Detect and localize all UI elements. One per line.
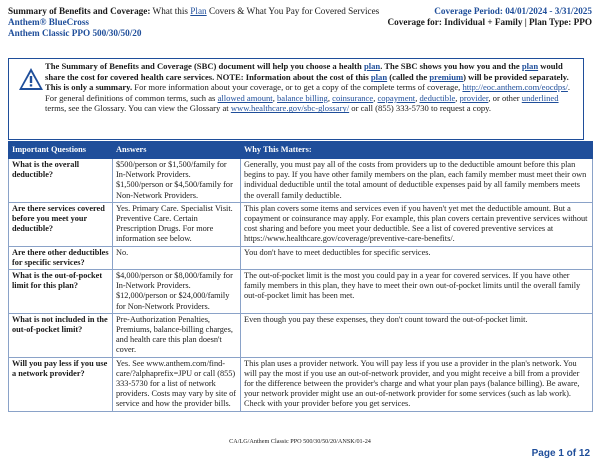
table-row — [9, 270, 593, 314]
table-row — [9, 313, 593, 357]
plan-link[interactable]: plan — [370, 71, 388, 82]
eoc-url-link[interactable]: http://eoc.anthem.com/eocdps/ — [462, 82, 568, 93]
glossary-link[interactable]: coinsurance — [332, 92, 374, 103]
premium-link[interactable]: premium — [429, 71, 464, 82]
glossary-link[interactable]: balance billing — [277, 92, 328, 103]
glossary-url-link[interactable]: www.healthcare.gov/sbc-glossary/ — [230, 103, 350, 114]
why-cell: This plan uses a provider network. You will pay less if you use a provider in the plan's network. You will pay the most if you use an out-of-network provider, and you might receive a bill from a provider for the difference between the provider's charge and what your plan pays (balance billing). Be aware, your network provider might use an out-of-network provider for some services (such as lab work). Check with your provider before you get services. — [241, 357, 593, 411]
answer-cell: No. — [113, 246, 241, 269]
table-row — [9, 159, 593, 203]
header-important-questions: Important Questions — [9, 142, 113, 159]
plan-name: Anthem Classic PPO 500/30/50/20 — [8, 28, 142, 38]
answer-cell: Yes. See www.anthem.com/find-care/?alphaprefix=JPU or call (855) 333-5730 for a list of network providers. Costs may vary by site of service and how the provider bills. — [113, 357, 241, 411]
answer-cell: $500/person or $1,500/family for In-Network Providers. $1,500/person or $4,500/family for Non-Network Providers. — [113, 159, 241, 203]
question-cell: Are there services covered before you meet your deductible? — [9, 202, 113, 246]
answer-cell: Yes. Primary Care. Specialist Visit. Preventive Care. Certain Prescription Drugs. For more information see below. — [113, 202, 241, 246]
notice-text: The Summary of Benefits and Coverage (SBC) document will help you choose a health plan. The SBC shows you how you and the plan would share the cost for covered health care services. NOTE: Information about the cost of this plan (called the premium) will be provided separately. This is only a summary. For more information about your coverage, or to get a copy of the complete terms of coverage, http://eoc.anthem.com/eocdps/. For general definitions of common terms, such as allowed amount, balance billing, coinsurance, copayment, deductible, provider, or other underlined terms, see the Glossary. You can view the Glossary at www.healthcare.gov/sbc-glossary/ or call (855) 333-5730 to request a copy. — [45, 61, 571, 114]
question-cell: What is not included in the out-of-pocket limit? — [9, 313, 113, 357]
coverage-info — [388, 6, 592, 28]
header-answers: Answers — [113, 142, 241, 159]
company-name: Anthem® BlueCross — [8, 17, 89, 27]
why-cell: The out-of-pocket limit is the most you could pay in a year for covered services. If you have other family members in this plan, they have to meet their own out-of-pocket limits until the overall family out-of-pocket limit has been met. — [241, 270, 593, 314]
table-row — [9, 246, 593, 269]
why-cell: You don't have to meet deductibles for specific services. — [241, 246, 593, 269]
glossary-link[interactable]: provider — [459, 92, 489, 103]
table-row — [9, 202, 593, 246]
coverage-for: Coverage for: Individual + Family | Plan Type: PPO — [387, 17, 592, 27]
warning-icon — [18, 67, 44, 91]
glossary-link[interactable]: deductible — [419, 92, 456, 103]
important-questions-table — [8, 141, 593, 412]
plan-link[interactable]: plan — [521, 61, 539, 71]
sbc-notice-box — [8, 58, 584, 140]
glossary-link[interactable]: underlined — [521, 92, 559, 103]
document-code: CA/LG/Anthem Classic PPO 500/30/50/20/ANSK/01-24 — [229, 438, 371, 445]
answer-cell: Pre-Authorization Penalties, Premiums, balance-billing charges, and health care this plan doesn't cover. — [113, 313, 241, 357]
question-cell: What is the overall deductible? — [9, 159, 113, 203]
table-row — [9, 357, 593, 411]
plan-link[interactable]: plan — [363, 61, 381, 71]
question-cell: What is the out-of-pocket limit for this plan? — [9, 270, 113, 314]
glossary-link[interactable]: copayment — [377, 92, 416, 103]
header-title: Summary of Benefits and Coverage: What this Plan Covers & What You Pay for Covered Services — [8, 6, 380, 16]
question-cell: Are there other deductibles for specific services? — [9, 246, 113, 269]
table-header-row — [9, 142, 593, 159]
plan-link[interactable]: Plan — [190, 6, 207, 16]
why-cell: Generally, you must pay all of the costs from providers up to the deductible amount before this plan begins to pay. If you have other family members on the plan, each family member must meet their own individual deductible until the total amount of deductible expenses paid by all family members meets the overall family deductible. — [241, 159, 593, 203]
page-number: Page 1 of 12 — [531, 448, 590, 459]
coverage-period: Coverage Period: 04/01/2024 - 3/31/2025 — [434, 6, 592, 16]
sbc-header — [8, 6, 592, 39]
answer-cell: $4,000/person or $8,000/family for In-Network Providers. $12,000/person or $24,000/family for Non-Network Providers. — [113, 270, 241, 314]
why-cell: Even though you pay these expenses, they don't count toward the out-of-pocket limit. — [241, 313, 593, 357]
glossary-link[interactable]: allowed amount — [217, 92, 273, 103]
question-cell: Will you pay less if you use a network provider? — [9, 357, 113, 411]
header-why-this-matters: Why This Matters: — [241, 142, 593, 159]
why-cell: This plan covers some items and services even if you haven't yet met the deductible amount. But a copayment or coinsurance may apply. For example, this plan covers certain preventive services without cost sharing and before you meet your deductible. See a list of covered preventive services at https://www.healthcare.gov/coverage/preventive-care-benefits/. — [241, 202, 593, 246]
